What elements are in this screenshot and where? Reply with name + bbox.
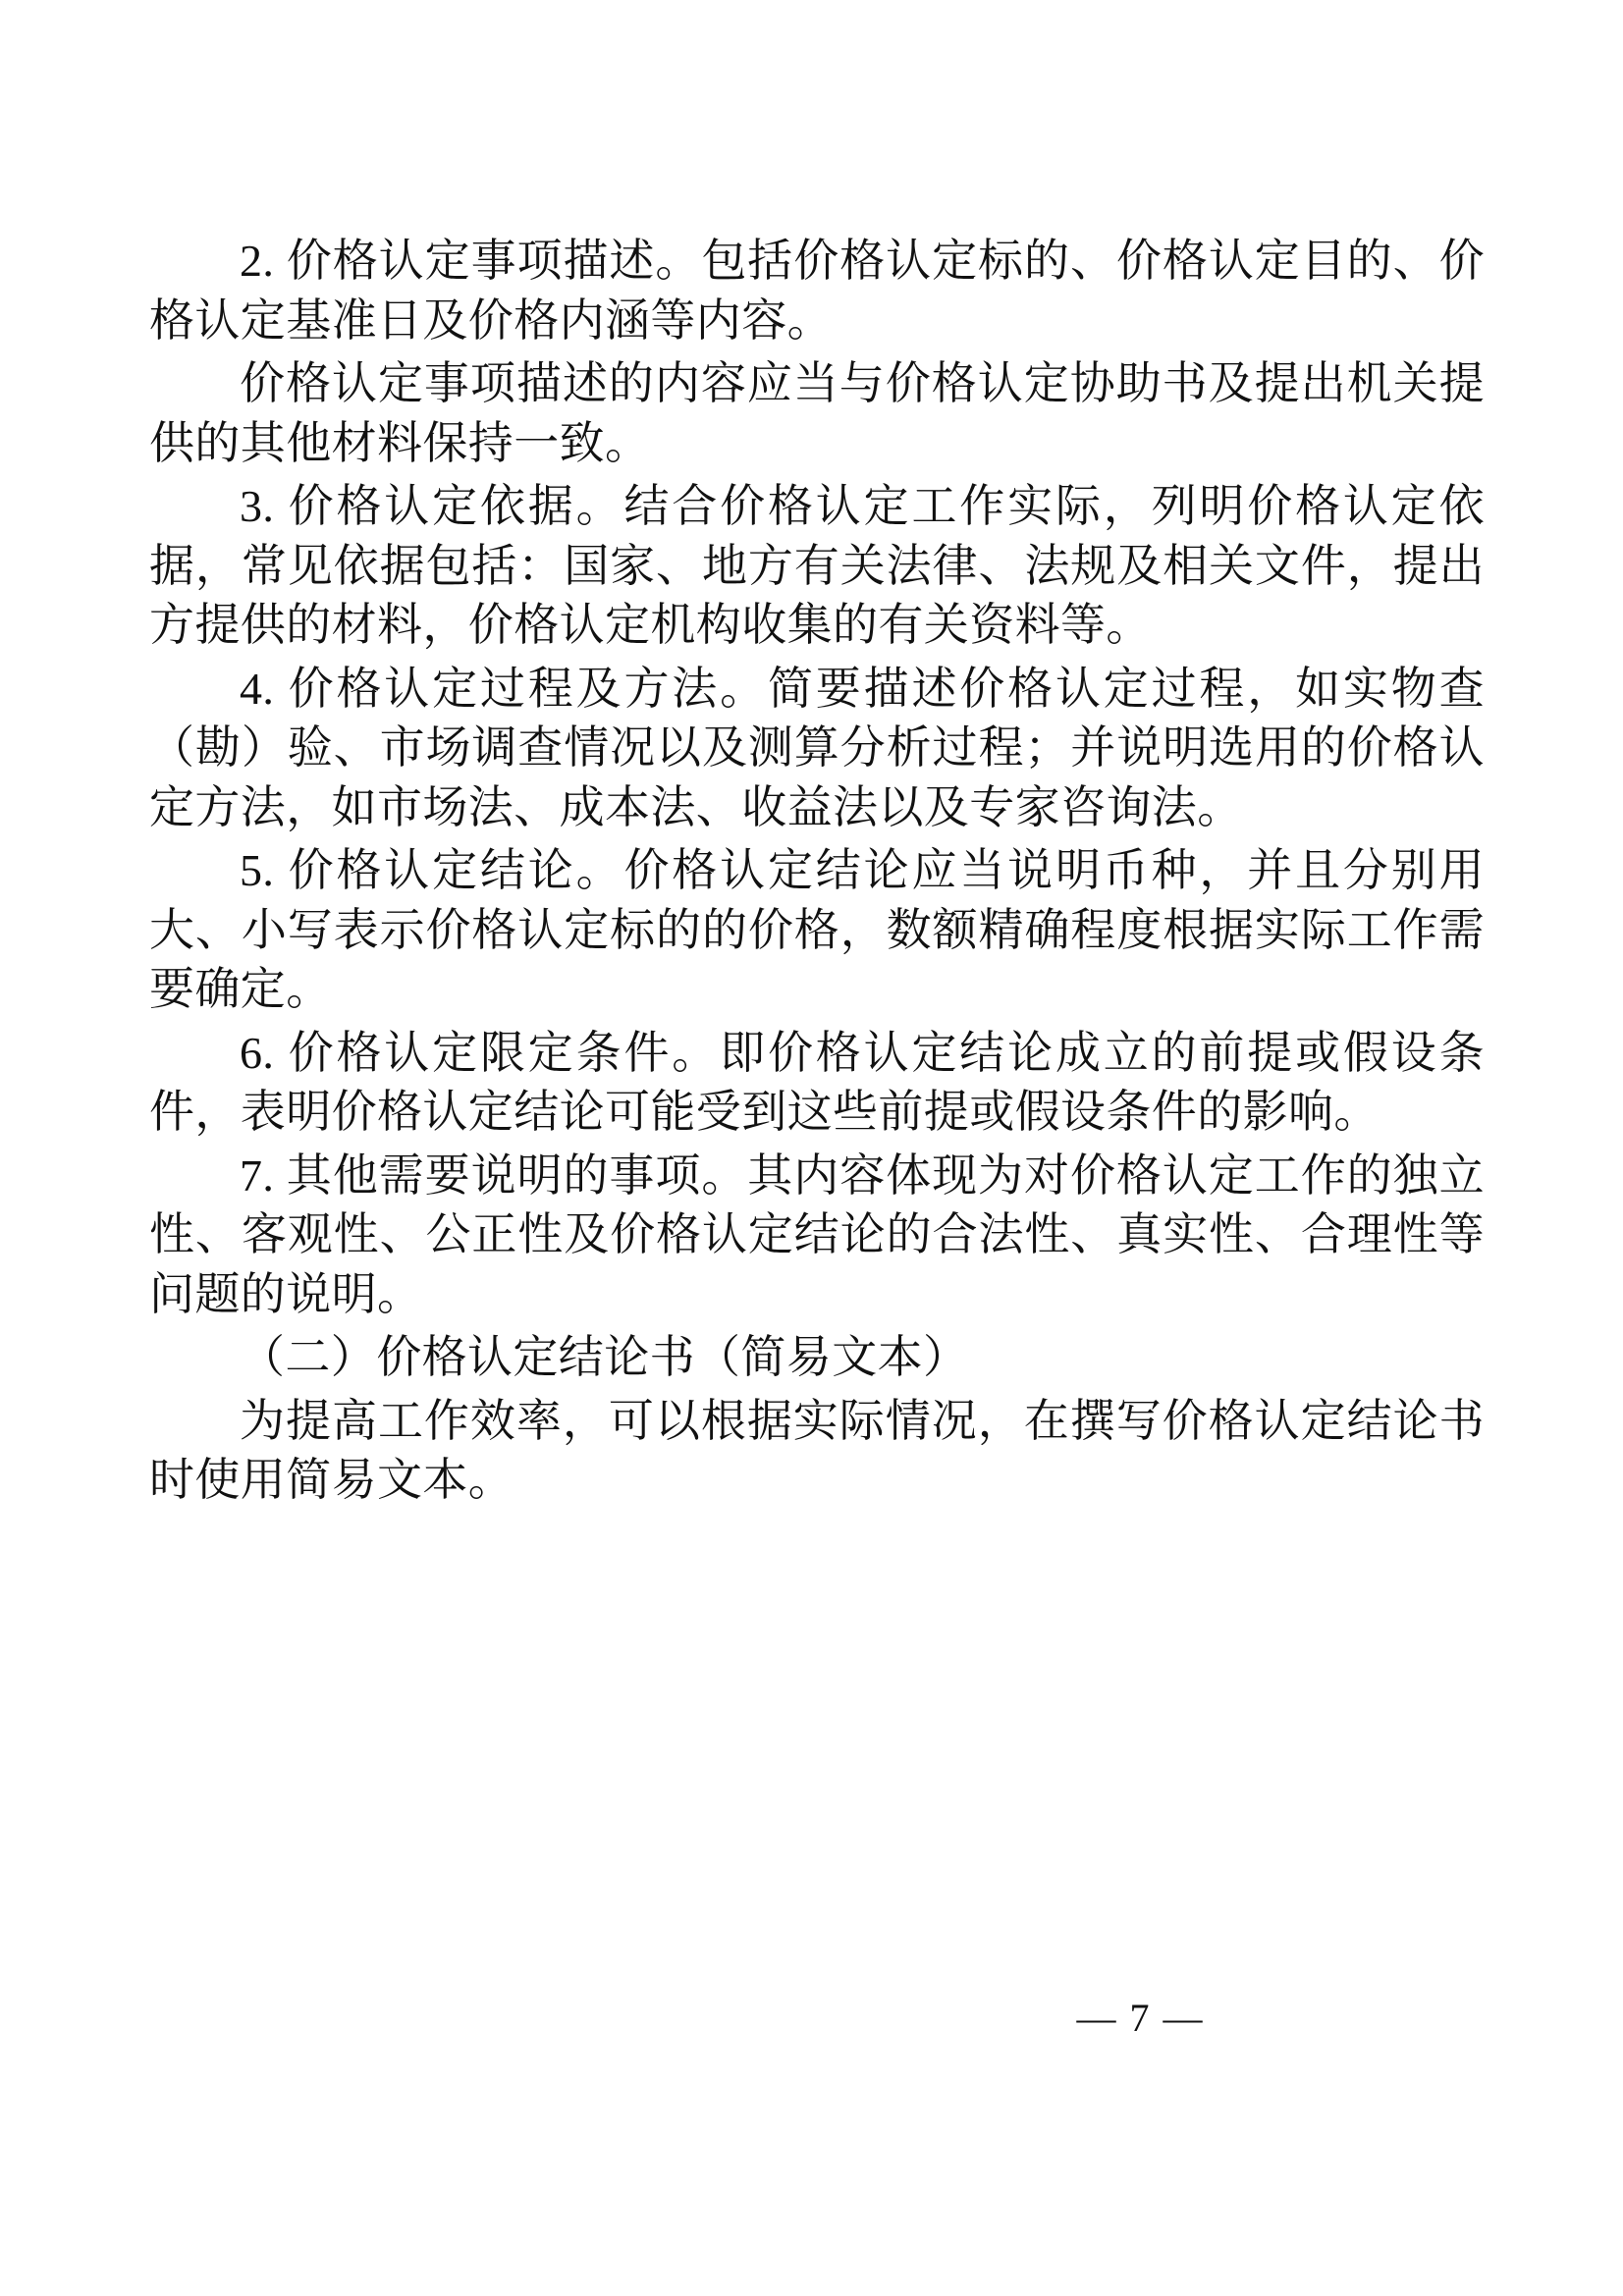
heading-section-two: （二）价格认定结论书（简易文本） bbox=[240, 1332, 969, 1382]
paragraph-item-4: 4. 价格认定过程及方法。简要描述价格认定过程，如实物查（勘）验、市场调查情况以及测算分析过程；并说明选用的价格认定方法，如市场法、成本法、收益法以及专家咨询法。 bbox=[149, 663, 1485, 832]
paragraph-section-two-body: 为提高工作效率，可以根据实际情况，在撰写价格认定结论书时使用简易文本。 bbox=[149, 1395, 1485, 1505]
paragraph-item-6: 6. 价格认定限定条件。即价格认定结论成立的前提或假设条件，表明价格认定结论可能受到这些前提或假设条件的影响。 bbox=[149, 1027, 1485, 1137]
paragraph-item-7: 7. 其他需要说明的事项。其内容体现为对价格认定工作的独立性、客观性、公正性及价格认定结论的合法性、真实性、合理性等问题的说明。 bbox=[149, 1149, 1485, 1319]
page-footer bbox=[0, 1995, 1623, 2041]
paragraph-item-2: 2. 价格认定事项描述。包括价格认定标的、价格认定目的、价格认定基准日及价格内涵等内容。 bbox=[149, 236, 1485, 346]
paragraph-item-5: 5. 价格认定结论。价格认定结论应当说明币种，并且分别用大、小写表示价格认定标的的价格，数额精确程度根据实际工作需要确定。 bbox=[149, 845, 1485, 1014]
page-number: — 7 — bbox=[1076, 1996, 1205, 2040]
page-body-text bbox=[149, 232, 1485, 1511]
paragraph-item-3: 3. 价格认定依据。结合价格认定工作实际，列明价格认定依据，常见依据包括：国家、地方有关法律、法规及相关文件，提出方提供的材料，价格认定机构收集的有关资料等。 bbox=[149, 481, 1485, 650]
paragraph-item-2-note: 价格认定事项描述的内容应当与价格认定协助书及提出机关提供的其他材料保持一致。 bbox=[149, 358, 1485, 468]
